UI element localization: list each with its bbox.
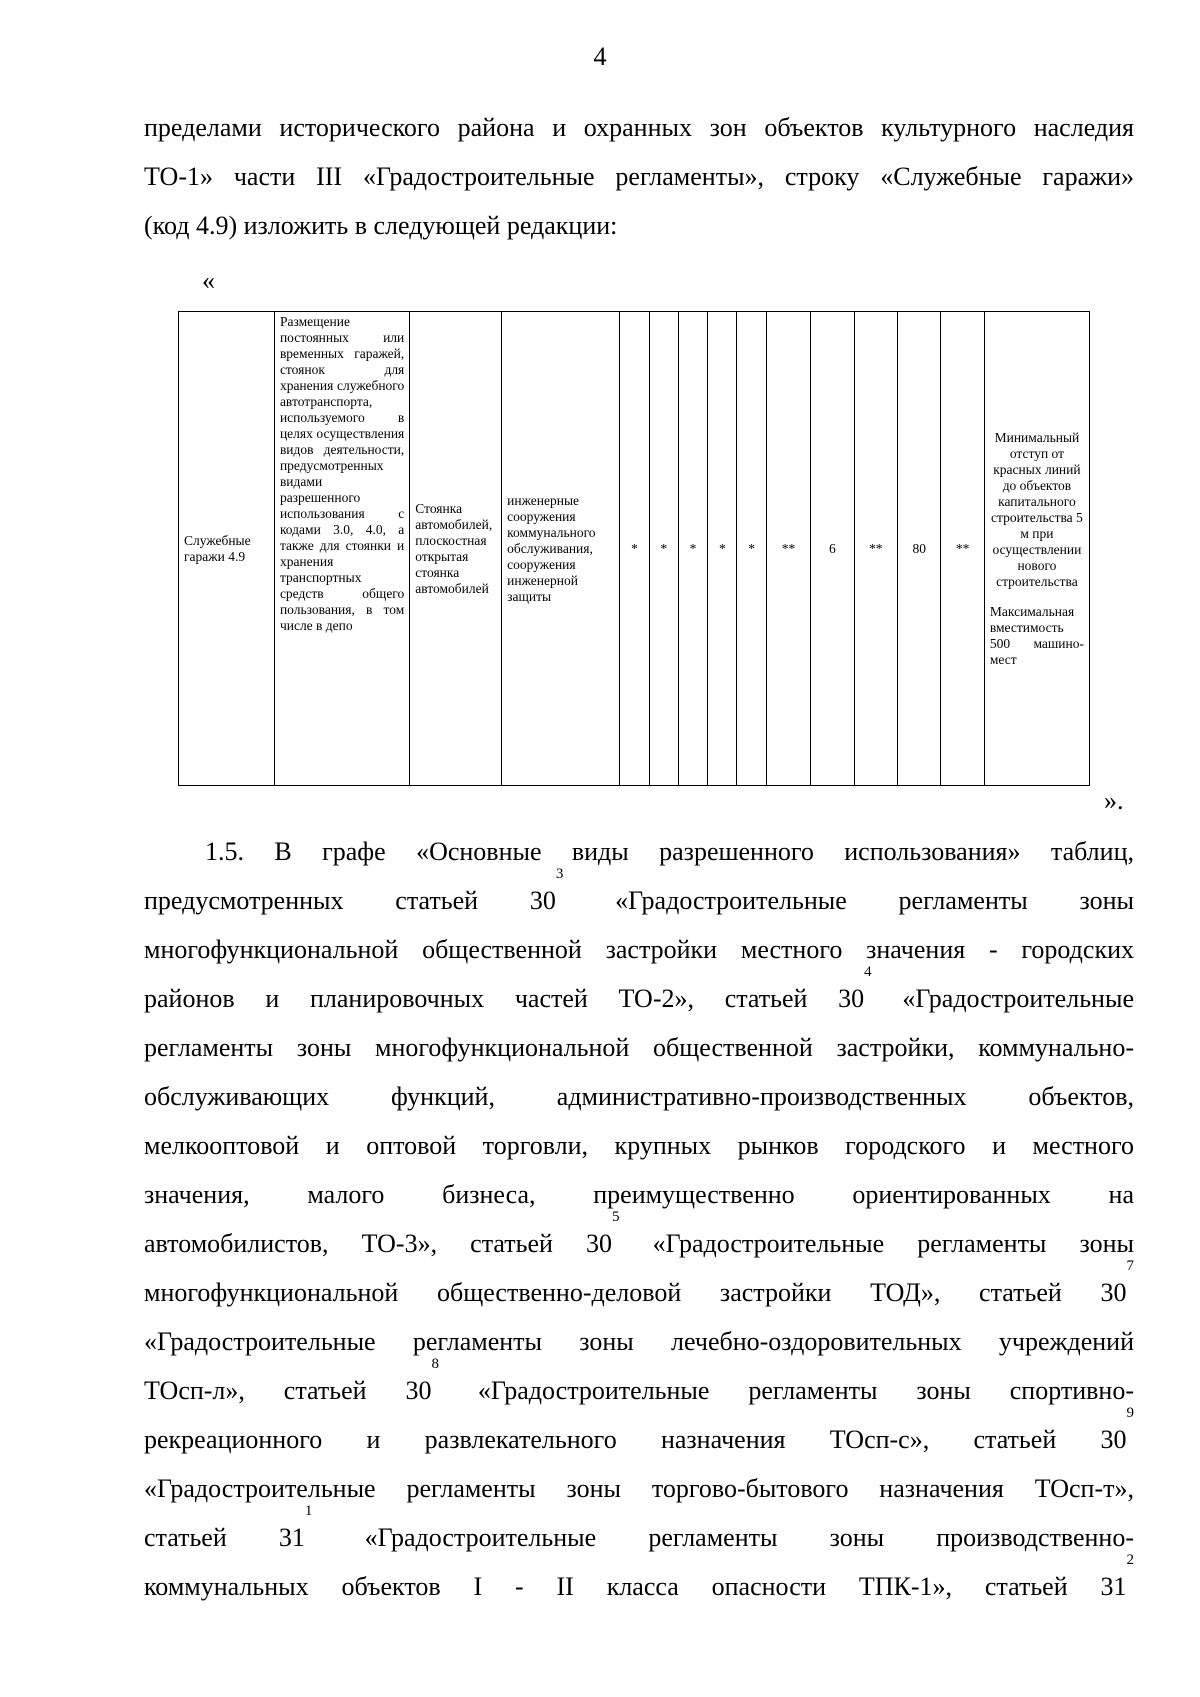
text-line: (код 4.9) изложить в следующей редакции: bbox=[144, 211, 618, 240]
table-row bbox=[179, 312, 1090, 786]
text-line: значения, малого бизнеса, преимущественно ориентированных на bbox=[144, 1180, 1134, 1209]
text-line: многофункциональной общественной застройки местного значения - городских bbox=[144, 935, 1134, 964]
text-line: обслуживающих функций, административно-производственных объектов, bbox=[144, 1082, 1134, 1111]
text-line: ТОсп-л», статьей $30^8$ «Градостроительные регламенты зоны спортивно- bbox=[144, 1356, 1134, 1405]
text-line: пределами исторического района и охранных зон объектов культурного наследия bbox=[144, 113, 1134, 142]
param-cell: 80 bbox=[898, 312, 941, 786]
text-line: предусмотренных статьей $30^3$ «Градостроительные регламенты зоны bbox=[144, 866, 1134, 915]
text-line: многофункциональной общественно-деловой застройки ТОД», статьей $30^7$ bbox=[144, 1258, 1134, 1307]
param-cell: ** bbox=[941, 312, 984, 786]
param-cell: * bbox=[678, 312, 707, 786]
text-line: рекреационного и развлекательного назначения ТОсп-с», статьей $30^9$ bbox=[144, 1405, 1134, 1454]
text-line: коммунальных объектов I - II класса опасности ТПК-1», статьей $31^2$ bbox=[144, 1552, 1134, 1601]
param-cell: ** bbox=[766, 312, 810, 786]
opening-quote: « bbox=[202, 266, 215, 295]
text-line: ТО-1» части III «Градостроительные регламенты», строку «Служебные гаражи» bbox=[144, 162, 1134, 191]
regulation-table bbox=[178, 311, 1090, 786]
text-line: мелкооптовой и оптовой торговли, крупных рынков городского и местного bbox=[144, 1131, 1134, 1160]
text-line: «Градостроительные регламенты зоны лечебно-оздоровительных учреждений bbox=[144, 1327, 1134, 1356]
paragraph-1-5 bbox=[144, 827, 1134, 1611]
text-line: статьей $31^1$ «Градостроительные регламенты зоны производственно- bbox=[144, 1503, 1135, 1552]
intro-paragraph bbox=[144, 103, 1134, 250]
capacity-note: Максимальная вместимость 500 машино-мест bbox=[989, 603, 1084, 667]
text-line: автомобилистов, ТО-3», статьей $30^5$ «Градостроительные регламенты зоны bbox=[144, 1209, 1134, 1258]
page-number: 4 bbox=[593, 42, 607, 71]
use-name-cell: Служебные гаражи 4.9 bbox=[179, 312, 275, 786]
param-cell: * bbox=[620, 312, 649, 786]
auxiliary-use-cell: Стоянка автомобилей, плоскостная открытая стоянка автомобилей bbox=[410, 312, 502, 786]
param-cell: * bbox=[737, 312, 766, 786]
param-cell: 6 bbox=[811, 312, 854, 786]
param-cell: * bbox=[649, 312, 678, 786]
text-line: 1.5. В графе «Основные виды разрешенного использования» таблиц, bbox=[205, 837, 1134, 866]
use-description-cell: Размещение постоянных или временных гаражей, стоянок для хранения служебного автотранспорта, используемого в целях осуществления видов деятельности, предусмотренных видами разрешенного использования с кодами 3.0, 4.0, а также для стоянки и хранения транспортных средств общего пользования, в том числе в депо bbox=[274, 312, 409, 786]
text-line: регламенты зоны многофункциональной общественной застройки, коммунально- bbox=[144, 1033, 1134, 1062]
text-line: «Градостроительные регламенты зоны торгово-бытового назначения ТОсп-т», bbox=[144, 1474, 1134, 1503]
text-line: районов и планировочных частей ТО-2», статьей $30^4$ «Градостроительные bbox=[144, 964, 1134, 1013]
setback-note: Минимальный отступ от красных линий до объектов капитального строительства 5 м при осуществлении нового строительства bbox=[991, 429, 1083, 589]
param-cell: * bbox=[708, 312, 737, 786]
engineering-use-cell: инженерные сооружения коммунального обслуживания, сооружения инженерной защиты bbox=[502, 312, 620, 786]
param-cell: ** bbox=[854, 312, 897, 786]
notes-cell bbox=[984, 312, 1089, 786]
closing-quote: ». bbox=[1104, 786, 1124, 815]
